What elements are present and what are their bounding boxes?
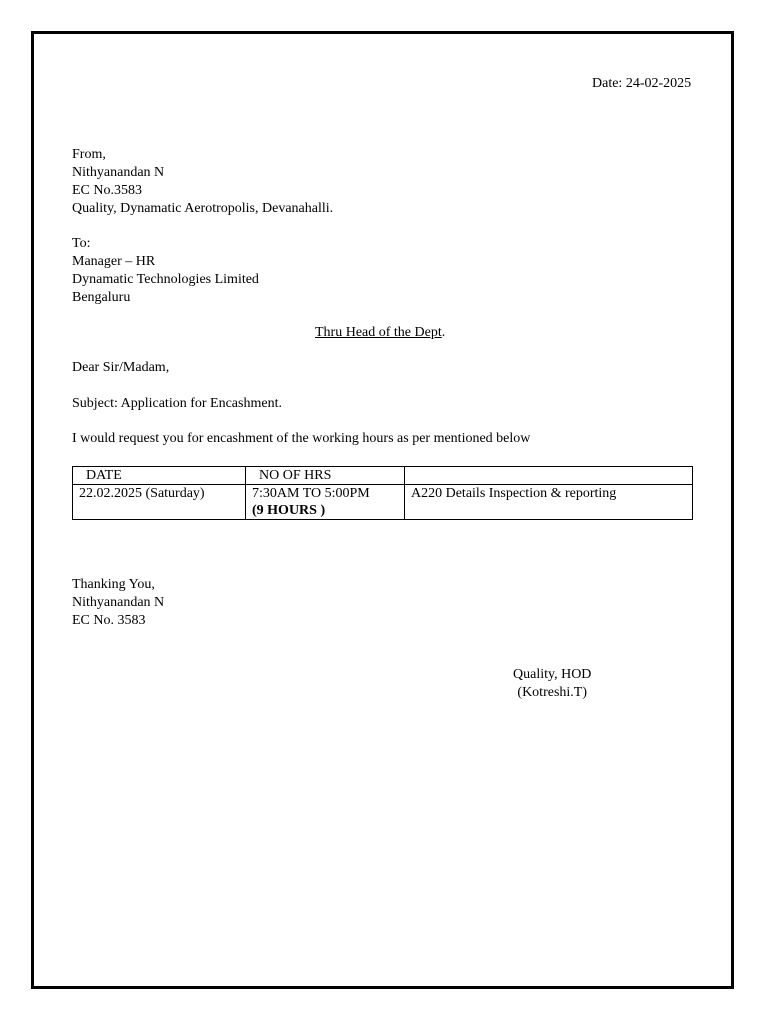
salutation: Dear Sir/Madam,: [72, 360, 170, 375]
from-ec: EC No.3583: [72, 183, 142, 198]
request-text: I would request you for encashment of the working hours as per mentioned below: [72, 431, 531, 446]
cell-time-range: 7:30AM TO 5:00PM: [252, 486, 370, 501]
letter-page: [31, 31, 734, 989]
cell-date: 22.02.2025 (Saturday): [73, 485, 246, 520]
to-line-3: Bengaluru: [72, 290, 131, 305]
header-work: [405, 467, 693, 485]
from-dept: Quality, Dynamatic Aerotropolis, Devanahalli.: [72, 201, 334, 216]
hod-signature-block: [513, 666, 591, 702]
to-block: [72, 235, 259, 307]
to-line-1: Manager – HR: [72, 254, 156, 269]
cell-hours: [246, 485, 405, 520]
hod-title: Quality, HOD: [513, 667, 592, 682]
from-heading: From,: [72, 147, 106, 162]
thru-line: [315, 324, 445, 342]
closing-name: Nithyanandan N: [72, 595, 165, 610]
thru-period: .: [441, 325, 446, 340]
closing-ec: EC No. 3583: [72, 613, 146, 628]
header-hours: NO OF HRS: [246, 467, 405, 485]
closing-line: Thanking You,: [72, 577, 155, 592]
hod-name: (Kotreshi.T): [517, 685, 587, 700]
table-header-row: [73, 467, 693, 485]
subject-line: Subject: Application for Encashment.: [72, 396, 282, 411]
cell-hours-total: (9 HOURS ): [252, 503, 326, 518]
from-block: [72, 146, 333, 218]
header-date: DATE: [73, 467, 246, 485]
closing-block: [72, 576, 164, 630]
from-name: Nithyanandan N: [72, 165, 165, 180]
to-heading: To:: [72, 236, 91, 251]
thru-text: Thru Head of the Dept: [315, 325, 442, 340]
cell-work: A220 Details Inspection & reporting: [405, 485, 693, 520]
table-row: [73, 485, 693, 520]
hours-table: [72, 466, 693, 520]
letter-date: Date: 24-02-2025: [592, 76, 692, 91]
to-line-2: Dynamatic Technologies Limited: [72, 272, 259, 287]
